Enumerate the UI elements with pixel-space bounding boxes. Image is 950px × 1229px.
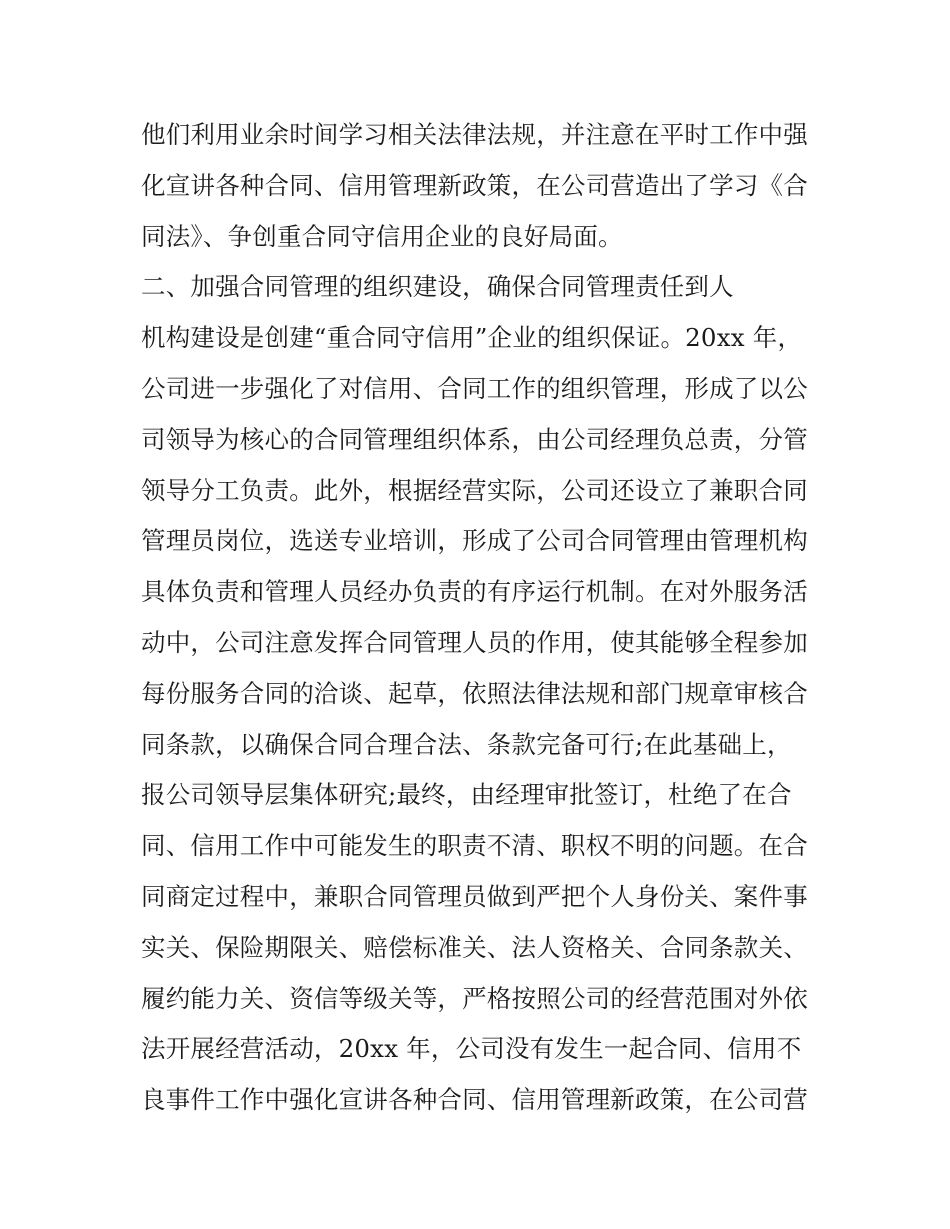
text-line: 同商定过程中，兼职合同管理员做到严把个人身份关、案件事 (141, 881, 808, 911)
text-line: 法开展经营活动，20xx 年，公司没有发生一起合同、信用不 (141, 1034, 802, 1064)
text-line: 每份服务合同的洽谈、起草，依照法律法规和部门规章审核合 (141, 678, 808, 708)
text-line: 机构建设是创建“重合同守信用”企业的组织保证。20xx 年， (141, 323, 803, 353)
text-line: 化宣讲各种合同、信用管理新政策，在公司营造出了学习《合 (141, 170, 808, 200)
text-line: 报公司领导层集体研究;最终，由经理审批签订，杜绝了在合 (141, 780, 792, 810)
text-line: 他们利用业余时间学习相关法律法规，并注意在平时工作中强 (141, 120, 808, 149)
text-line: 司领导为核心的合同管理组织体系，由公司经理负总责，分管 (141, 424, 808, 454)
text-line: 同、信用工作中可能发生的职责不清、职权不明的问题。在合 (141, 831, 808, 861)
text-line: 良事件工作中强化宣讲各种合同、信用管理新政策，在公司营 (141, 1085, 808, 1115)
text-line: 履约能力关、资信等级关等，严格按照公司的经营范围对外依 (141, 983, 808, 1013)
text-line: 同法》、争创重合同守信用企业的良好局面。 (141, 221, 623, 251)
section-heading: 二、加强合同管理的组织建设，确保合同管理责任到人 (141, 272, 734, 302)
text-line: 实关、保险期限关、赔偿标准关、法人资格关、合同条款关、 (141, 932, 808, 962)
text-line: 公司进一步强化了对信用、合同工作的组织管理，形成了以公 (141, 373, 808, 403)
text-line: 领导分工负责。此外，根据经营实际，公司还设立了兼职合同 (141, 475, 808, 505)
text-line: 管理员岗位，选送专业培训，形成了公司合同管理由管理机构 (141, 526, 808, 556)
text-line: 具体负责和管理人员经办负责的有序运行机制。在对外服务活 (141, 577, 808, 607)
text-line: 动中，公司注意发挥合同管理人员的作用，使其能够全程参加 (141, 627, 808, 657)
body-text (141, 110, 821, 1126)
text-line: 同条款，以确保合同合理合法、条款完备可行;在此基础上， (141, 729, 792, 759)
